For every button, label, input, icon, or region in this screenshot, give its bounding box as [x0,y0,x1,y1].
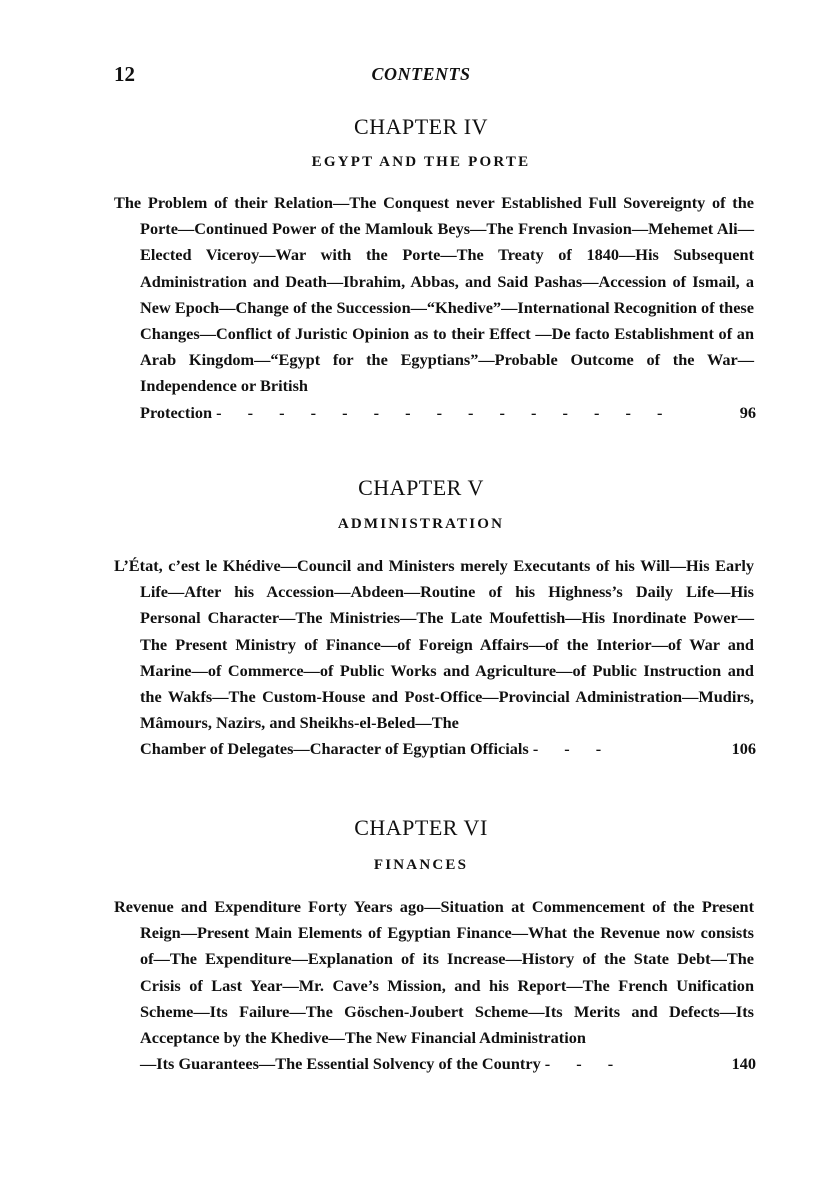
last-line-text: —Its Guarantees—The Essential Solvency of the Country [140,1054,541,1074]
dot-leader: - - - - - - - - - - - - - - - [216,402,674,422]
summary-text: Revenue and Expenditure Forty Years ago—Situation at Commencement of the Present Reign—Present Main Elements of Egyptian Finance—What the Revenue now consists of—The Expenditure—Explanation of its Increase—History of the State Debt—The Crisis of Last Year—Mr. Cave’s Mission, and his Report—The French Unification Scheme—Its Failure—The Göschen-Joubert Scheme—Its Merits and Defects—Its Acceptance by the Khedive—The New Financial Administration [114,897,754,1048]
last-line-text: Protection [140,402,213,422]
last-line-text: Chamber of Delegates—Character of Egyptian Officials [140,739,529,759]
chapter-subtitle: ADMINISTRATION [337,516,505,532]
running-title: CONTENTS [371,64,471,84]
summary-text: The Problem of their Relation—The Conquest never Established Full Sovereignty of the Porte—Continued Power of the Mamlouk Beys—The French Invasion—Mehemet Ali—Elected Viceroy—War with the Porte—The Treaty of 1840—His Subsequent Administration and Death—Ibrahim, Abbas, and Said Pashas—Accession of Ismail, a New Epoch—Change of the Succession—“Khedive”—International Recognition of these Changes—Conflict of Juristic Opinion as to their Effect —De facto Establishment of an Arab Kingdom—“Egypt for the Egyptians”—Probable Outcome of the War—Independence or British [114,193,754,396]
dot-leader: - - - [532,739,613,759]
chapter-heading: CHAPTER V [358,475,484,500]
chapter-heading: CHAPTER IV [354,114,488,139]
chapter-subtitle: FINANCES [373,857,469,873]
summary-last-line [140,1051,754,1077]
chapter-summary [114,553,754,763]
chapter-page-number: 96 [739,402,756,422]
chapter-subtitle: EGYPT AND THE PORTE [311,154,531,170]
summary-last-line [140,400,754,426]
chapter-page-number: 140 [731,1054,756,1074]
chapter-page-number: 106 [731,739,756,759]
chapter-summary [114,190,754,426]
summary-text: L’État, c’est le Khédive—Council and Ministers merely Executants of his Will—His Early Life—After his Accession—Abdeen—Routine of his Highness’s Daily Life—His Personal Character—The Ministries—The Late Moufettish—His Inordinate Power—The Present Ministry of Finance—of Foreign Affairs—of the Interior—of War and Marine—of Commerce—of Public Works and Agriculture—of Public Instruction and the Wakfs—The Custom-House and Post-Office—Provincial Administration—Mudirs, Mâmours, Nazirs, and Sheikhs-el-Beled—The [114,556,754,733]
summary-last-line [140,736,754,762]
dot-leader: - - - [544,1054,625,1074]
running-head [114,62,728,92]
chapter-heading: CHAPTER VI [354,815,488,840]
page-number: 12 [114,62,135,86]
chapter-summary [114,894,754,1077]
